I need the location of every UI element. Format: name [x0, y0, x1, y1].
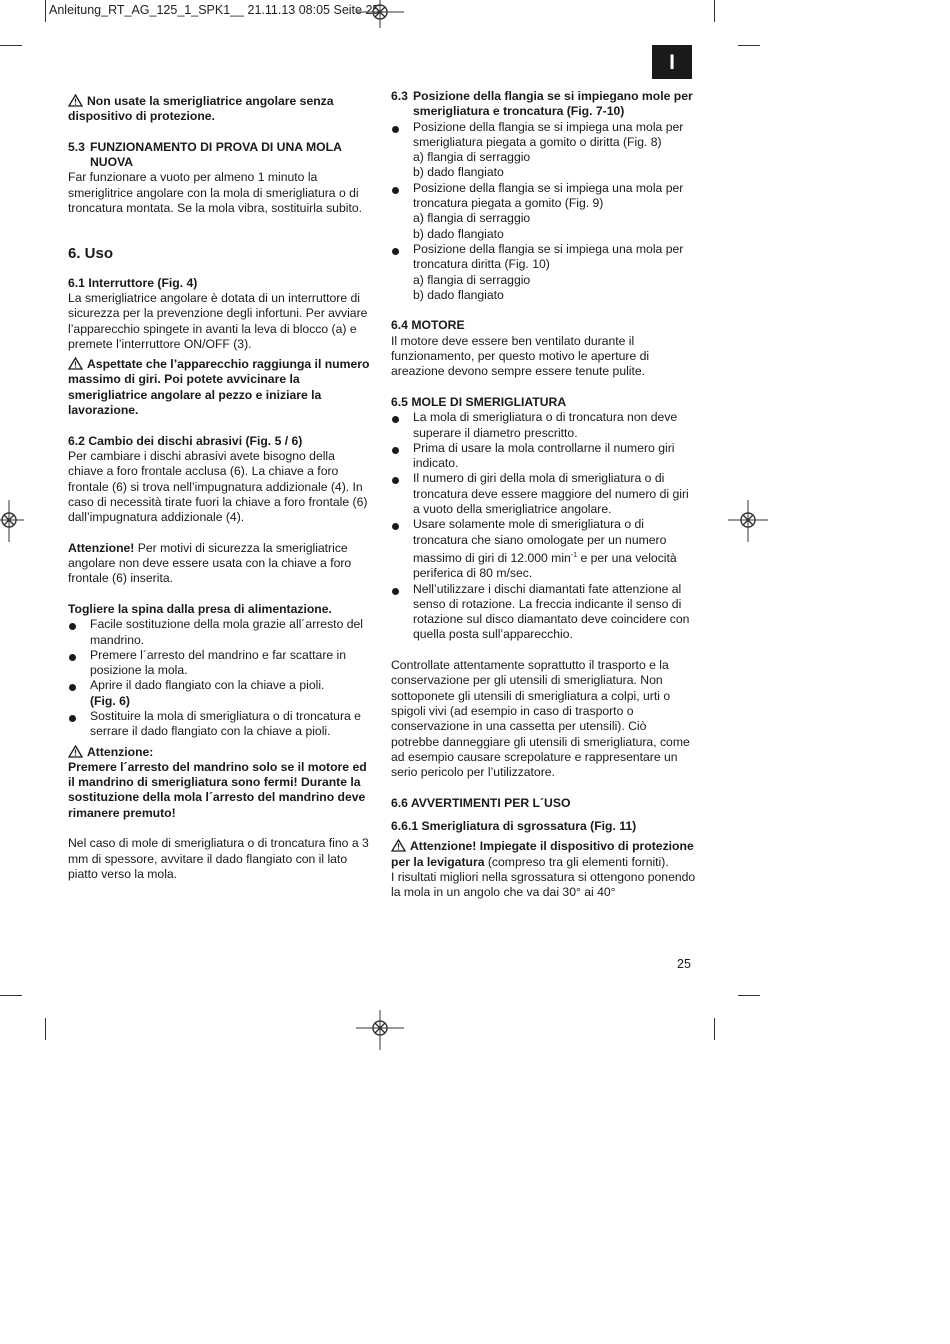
bullet-dot-icon — [68, 709, 90, 740]
crop-mark — [45, 0, 46, 22]
bullet-dot-icon — [391, 242, 413, 303]
section-5-3-body: Far funzionare a vuoto per almeno 1 minuto la smeriglitrice angolare con la mola di smerigliatura o di troncatura montata. Se la mola vibra, sostituirla subito. — [68, 170, 362, 216]
warning-triangle-icon — [391, 839, 406, 852]
list-item: Aprire il dado flangiato con la chiave a pioli. (Fig. 6) — [68, 678, 373, 709]
right-column — [391, 89, 696, 901]
section-6-2-heading: 6.2 Cambio dei dischi abrasivi (Fig. 5 / 6) — [68, 433, 303, 448]
page-number: 25 — [677, 957, 691, 971]
thin-disc-note: Nel caso di mole di smerigliatura o di troncatura fino a 3 mm di spessore, avvitare il dado flangiato con il lato piatto verso la mola. — [68, 836, 369, 881]
attention-wrench: Attenzione! Per motivi di sicurezza la smerigliatrice angolare non deve essere usata con la chiave a foro frontale (6) inserita. — [68, 540, 352, 586]
list-item: La mola di smerigliatura o di troncatura non deve superare il diametro prescritto. — [391, 410, 696, 441]
bullet-dot-icon — [68, 617, 90, 648]
registration-mark-icon — [356, 1010, 404, 1050]
registration-mark-icon — [728, 500, 768, 542]
warning-grinding-guard: Attenzione! Impiegate il dispositivo di protezione per la levigatura (compreso tra gli elementi forniti). — [391, 839, 694, 869]
list-item: Facile sostituzione della mola grazie all´arresto del mandrino. — [68, 617, 373, 648]
section-6-3-heading: 6.3 Posizione della flangia se si impiegano mole per smerigliatura e troncatura (Fig. 7-10) — [391, 89, 693, 119]
section-6-4-body: Il motore deve essere ben ventilato durante il funzionamento, per questo motivo le aperture di areazione devono sempre essere tenute pulite. — [391, 333, 650, 379]
unplug-notice: Togliere la spina dalla presa di alimentazione. — [68, 601, 332, 616]
warning-triangle-icon — [68, 357, 83, 370]
warning-spindle-lock: Attenzione: Premere l´arresto del mandrino solo se il motore ed il mandrino di smerigliatura sono fermi! Durante la sostituzione della mola l´arresto del mandrino deve rimanere premuto! — [68, 744, 367, 820]
list-item: Prima di usare la mola controllarne il numero giri indicato. — [391, 441, 696, 472]
bullet-dot-icon — [391, 582, 413, 643]
language-tab: I — [652, 45, 692, 79]
roughing-angle-note: I risultati migliori nella sgrossatura si ottengono ponendo la mola in un angolo che va dai 30° ai 40° — [391, 869, 696, 900]
crop-mark — [0, 995, 22, 996]
section-5-3-heading: 5.3 FUNZIONAMENTO DI PROVA DI UNA MOLA NUOVA — [68, 139, 342, 170]
list-item: Posizione della flangia se si impiega una mola per troncatura piegata a gomito (Fig. 9) a) flangia di serraggio b) dado flangiato — [391, 181, 696, 242]
bullet-dot-icon — [391, 410, 413, 441]
chapter-6-heading: 6. Uso — [68, 244, 114, 262]
bullet-dot-icon — [391, 471, 413, 517]
crop-mark — [714, 1018, 715, 1040]
storage-transport-note: Controllate attentamente soprattutto il trasporto e la conservazione per gli utensili di smerigliatura. Non sottoponete gli utensili di smerigliatura a colpi, urti o spigoli vivi (ad esempio in caso di trasporto o conservazione in una cassetta per utensili). Ciò potrebbe danneggiare gli utensili di smerigliatura, come ad esempio causare screpolature e rappresentare un serio pericolo per l’utilizzatore. — [391, 658, 690, 780]
registration-mark-icon — [0, 500, 24, 542]
crop-mark — [714, 0, 715, 22]
bullet-dot-icon — [391, 441, 413, 472]
section-6-5-heading: 6.5 MOLE DI SMERIGLIATURA — [391, 394, 567, 409]
list-item: Il numero di giri della mola di smerigliatura o di troncatura deve essere maggiore del numero di giri a vuoto della smerigliatrice angolare. — [391, 471, 696, 517]
crop-mark — [0, 45, 22, 46]
bullet-dot-icon — [391, 120, 413, 181]
list-item: Nell’utilizzare i dischi diamantati fate attenzione al senso di rotazione. La freccia indicante il senso di rotazione sul disco diamantato deve coincidere con quella posta sull’apparecchio. — [391, 582, 696, 643]
crop-mark — [738, 995, 760, 996]
print-slug: Anleitung_RT_AG_125_1_SPK1__ 21.11.13 08:05 Seite 25 — [49, 3, 380, 17]
section-6-6-1-heading: 6.6.1 Smerigliatura di sgrossatura (Fig. 11) — [391, 819, 637, 834]
bullet-dot-icon — [68, 648, 90, 679]
list-item: Usare solamente mole di smerigliatura o di troncatura che siano omologate per un numero massimo di giri di 12.000 $\min^{-1} e$ per una velocità periferica di 80 m/sec. — [391, 517, 696, 581]
crop-mark — [45, 1018, 46, 1040]
section-6-1-heading: 6.1 Interruttore (Fig. 4) — [68, 275, 198, 290]
left-column — [68, 94, 373, 882]
crop-mark — [738, 45, 760, 46]
warning-max-speed: Aspettate che l’apparecchio raggiunga il numero massimo di giri. Poi potete avvicinare la smerigliatrice angolare al pezzo e iniziare la lavorazione. — [68, 357, 370, 418]
section-6-1-body: La smerigliatrice angolare è dotata di un interruttore di sicurezza per la prevenzione degli infortuni. Per avviare l’apparecchio spingete in avanti la leva di blocco (a) e premete l’interruttore ON/OFF (3). — [68, 290, 368, 351]
warning-triangle-icon — [68, 745, 83, 758]
section-6-6-heading: 6.6 AVVERTIMENTI PER L´USO — [391, 795, 571, 810]
bullet-dot-icon — [391, 181, 413, 242]
section-6-4-heading: 6.4 MOTORE — [391, 318, 465, 333]
list-item: Sostituire la mola di smerigliatura o di troncatura e serrare il dado flangiato con la chiave a pioli. — [68, 709, 373, 740]
list-item: Posizione della flangia se si impiega una mola per smerigliatura piegata a gomito o diritta (Fig. 8) a) flangia di serraggio b) dado flangiato — [391, 120, 696, 181]
bullet-dot-icon — [68, 678, 90, 709]
section-6-2-body: Per cambiare i dischi abrasivi avete bisogno della chiave a foro frontale acclusa (6). La chiave a foro frontale (6) si trova nell’impugnatura addizionale (4). In caso di necessità tirate fuori la chiave a foro frontale (6) dall’impugnatura addizionale (4). — [68, 448, 368, 525]
registration-mark-icon — [356, 0, 404, 28]
bullet-dot-icon — [391, 517, 413, 581]
warning-triangle-icon — [68, 94, 83, 107]
list-item: Posizione della flangia se si impiega una mola per troncatura diritta (Fig. 10) a) flangia di serraggio b) dado flangiato — [391, 242, 696, 303]
warning-no-guard: Non usate la smerigliatrice angolare senza dispositivo di protezione. — [68, 94, 334, 124]
list-item: Premere l´arresto del mandrino e far scattare in posizione la mola. — [68, 648, 373, 679]
